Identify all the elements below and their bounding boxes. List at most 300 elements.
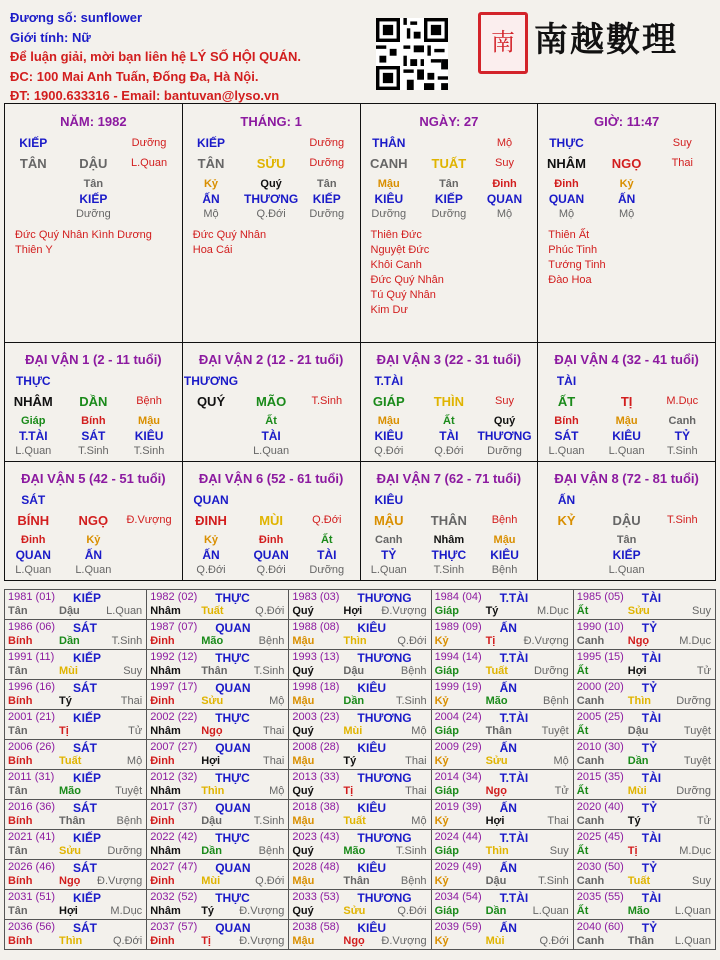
year-stage: Thai [262,725,285,737]
year-label: 2011 (31) [8,771,55,783]
dai-van-stem: BÍNH [17,513,50,528]
year-god: TỶ [641,681,658,695]
hidden-god: KIÊU [374,429,404,443]
year-stage: Tử [696,665,711,677]
hidden-stage: Dưỡng [371,208,407,220]
year-stage: T.Sinh [395,845,427,857]
year-cell [5,650,147,680]
year-cell [431,890,573,920]
year-branch: Thân [343,875,370,887]
year-god: ẤN [499,861,517,875]
year-cell [289,620,431,650]
dai-van-stem: ẤT [557,394,576,409]
shen-sha-list [193,228,266,258]
year-stage: Tuyệt [115,785,143,797]
year-stem: Mậu [292,875,315,887]
year-cell [573,710,715,740]
dai-van-god: ẤN [557,493,576,507]
hidden-god: SÁT [81,429,106,443]
hidden-stem: Ất [320,534,333,546]
year-stem: Nhâm [150,665,181,677]
year-god: KIẾP [73,711,102,725]
hidden-god: TÀI [261,429,281,443]
hidden-god: ẤN [202,548,220,562]
hidden-god: TỶ [381,548,397,562]
year-row [5,920,716,950]
pillar-stem: TÂN [19,156,47,171]
year-label: 2036 (56) [8,921,56,933]
year-cell [289,740,431,770]
year-god: ẤN [499,621,517,635]
year-cell [5,890,147,920]
year-cell [289,650,431,680]
year-label: 2022 (42) [150,831,198,843]
year-stem: Tân [8,725,28,737]
year-god: KIÊU [357,681,387,695]
year-stem: Bính [8,635,33,647]
dai-van-6 [182,462,360,581]
year-stem: Mậu [292,935,315,947]
year-stage: Q.Đới [397,635,427,647]
hidden-stem: Canh [375,534,403,546]
dai-van-stem: GIÁP [372,394,405,409]
year-god: ẤN [499,921,517,935]
year-stage: Tử [696,815,711,827]
year-stem: Nhâm [150,785,181,797]
year-cell [573,650,715,680]
shen-sha-item: Phúc Tinh [548,244,598,256]
year-stage: Mộ [411,725,427,737]
year-stage: T.Sinh [253,665,285,677]
year-god: QUAN [215,681,251,695]
year-cell [289,920,431,950]
year-branch: Dần [485,905,507,917]
year-stage: L.Quan [674,935,711,947]
year-branch: Thìn [343,635,367,647]
year-god: TỶ [641,741,658,755]
hidden-god: KIẾP [434,192,463,206]
year-cell [573,590,715,620]
year-cell [573,830,715,860]
year-stem: Canh [576,635,605,647]
year-god: KIẾP [73,891,102,905]
year-branch: Dần [343,695,365,707]
hidden-stem: Đinh [492,178,517,190]
year-god: SÁT [73,621,97,635]
hidden-stem: Mậu [377,178,400,190]
year-branch: Thân [627,935,655,947]
year-branch: Thìn [627,695,651,707]
year-cell [5,680,147,710]
year-branch: Thân [485,725,512,737]
year-branch: Tị [201,935,211,947]
year-stage: Q.Đới [255,875,285,887]
hidden-stage: Q.Đới [196,564,226,576]
year-god: T.TÀI [499,651,529,665]
year-branch: Thìn [59,935,83,947]
year-label: 2033 (53) [292,891,340,903]
year-stage: Q.Đới [539,935,569,947]
year-branch: Tị [627,845,638,857]
year-god: THƯƠNG [357,831,412,845]
hidden-stage: Q.Đới [434,445,464,457]
year-god: TỶ [641,861,658,875]
year-cell [289,680,431,710]
year-stage: Đ.Vượng [381,935,427,947]
year-branch: Sửu [343,905,366,917]
year-stem: Đinh [150,875,175,887]
dai-van-stage: Đ.Vượng [126,514,172,526]
year-cell [573,860,715,890]
year-stem: Giáp [434,845,460,857]
pillar-branch-stage: Suy [495,157,515,169]
year-cell [147,680,289,710]
shen-sha-item: Kim Dư [370,304,408,316]
hidden-stage: L.Quan [370,564,407,576]
year-label: 2005 (25) [576,711,624,723]
year-cell [289,710,431,740]
year-branch: Tuất [343,815,366,827]
year-god: TÀI [641,711,662,725]
year-stem: Đinh [150,635,175,647]
dai-van-branch: DẦN [79,394,108,409]
year-stage: Bệnh [543,695,569,707]
year-stage: Thai [405,755,427,767]
dai-van-branch: MÃO [255,394,287,409]
year-cell [5,620,147,650]
year-row [5,800,716,830]
dai-van-branch: DẬU [612,513,641,528]
dai-van-stem: QUÝ [196,394,226,409]
hidden-stage: L.Quan [15,564,52,576]
year-stage: L.Quan [674,905,711,917]
dai-van-title: ĐẠI VẬN 3 (22 - 31 tuổi) [376,352,522,367]
hidden-god: TÀI [317,548,337,562]
year-stem: Quý [292,905,314,917]
pillar-god: THỰC [549,136,584,150]
year-god: TÀI [641,771,662,785]
year-stage: Thai [120,695,143,707]
dai-van-stage: Suy [495,395,515,407]
year-stem: Bính [8,875,33,887]
year-stage: Đ.Vượng [97,875,143,887]
year-branch: Hợi [485,815,505,827]
year-cell [147,860,289,890]
year-label: 2008 (28) [292,741,340,753]
pillar-branch: DẬU [79,156,108,171]
year-label: 2023 (43) [292,831,340,843]
year-stage: T.Sinh [111,635,143,647]
shen-sha-item: Thiên Y [15,244,53,256]
year-branch: Mùi [201,875,221,887]
owner-name: Đương số: sunflower [10,10,143,25]
year-god: THƯƠNG [357,651,412,665]
year-branch: Hợi [201,755,221,767]
year-stage: Suy [692,605,711,617]
year-god: KIÊU [357,801,387,815]
year-cell [289,890,431,920]
year-row [5,590,716,620]
year-god: T.TÀI [499,891,529,905]
year-branch: Mùi [59,665,78,677]
dai-van-3 [360,343,538,462]
dai-van-7 [360,462,538,581]
year-stage: Đ.Vượng [239,935,285,947]
year-stage: T.Sinh [395,695,427,707]
year-label: 1982 (02) [150,591,198,603]
year-label: 1993 (13) [292,651,340,663]
year-row [5,710,716,740]
year-stem: Ất [576,785,589,797]
hidden-stem: Mậu [615,415,638,427]
dai-van-god: TÀI [556,374,577,388]
year-label: 2020 (40) [576,801,624,813]
year-branch: Hợi [59,905,78,917]
shen-sha-item: Đức Quý Nhân [370,274,444,286]
year-god: THỰC [215,651,250,665]
address-line: ĐC: 100 Mai Anh Tuấn, Đống Đa, Hà Nội. [10,68,259,84]
year-stage: Tử [554,785,569,797]
year-stage: Đ.Vượng [239,905,285,917]
year-branch: Ngọ [201,725,223,737]
pillar-branch: SỬU [256,156,286,171]
year-label: 2029 (49) [434,861,482,873]
hidden-stem: Mậu [377,415,400,427]
dai-van-title: ĐẠI VẬN 5 (42 - 51 tuổi) [21,471,166,486]
year-branch: Mão [343,845,366,857]
year-stage: Dưỡng [533,665,569,677]
hidden-stage: T.Sinh [78,445,109,457]
hidden-stage: Dưỡng [431,208,467,220]
pillar-title: GIỜ: 11:47 [593,114,660,129]
year-cell [431,920,573,950]
hidden-stage: Mộ [203,208,219,220]
year-branch: Dậu [627,725,649,737]
year-label: 2007 (27) [150,741,198,753]
year-branch: Tý [485,605,499,617]
year-label: 1984 (04) [434,591,482,603]
year-branch: Sửu [485,755,508,767]
year-label: 2000 (20) [576,681,624,693]
year-branch: Tuất [201,605,224,617]
year-cell [5,830,147,860]
year-god: THỰC [215,711,250,725]
dai-van-stem: ĐINH [195,513,227,528]
year-god: THỰC [215,591,250,605]
dai-van-stem: KỶ [557,513,576,528]
year-god: TÀI [641,831,662,845]
year-label: 2009 (29) [434,741,482,753]
year-cell [5,590,147,620]
hidden-god: KIẾP [312,192,341,206]
year-label: 2017 (37) [150,801,198,813]
year-stem: Ất [576,845,589,857]
year-god: TỶ [641,801,658,815]
year-label: 2010 (30) [576,741,624,753]
hidden-stage: L.Quan [253,445,290,457]
hidden-god: THỰC [431,548,467,562]
pillar-stage: Suy [672,137,692,149]
year-label: 2004 (24) [434,711,482,723]
hidden-stem: Tân [83,178,104,190]
year-stem: Canh [576,815,605,827]
year-god: TỶ [641,621,658,635]
year-label: 1998 (18) [292,681,340,693]
pillar-branch-stage: Dưỡng [309,157,345,169]
year-god: QUAN [215,741,251,755]
year-branch: Tý [201,905,215,917]
dai-van-4 [538,343,716,462]
year-stage: Bệnh [116,815,143,827]
year-cell [573,800,715,830]
hidden-stem: Mậu [138,415,161,427]
year-cell [431,740,573,770]
year-branch: Sửu [201,695,224,707]
pillar-1 [182,104,360,343]
dai-van-title: ĐẠI VẬN 1 (2 - 11 tuổi) [25,352,162,367]
hidden-god: KIÊU [374,192,404,206]
year-stem: Tân [8,785,28,797]
year-stage: Tuyệt [683,725,711,737]
hidden-god: KIẾP [79,192,108,206]
year-label: 2012 (32) [150,771,198,783]
year-row [5,890,716,920]
pillar-stage: Dưỡng [309,137,345,149]
year-label: 1989 (09) [434,621,482,633]
year-god: SÁT [73,921,97,935]
dai-van-2 [182,343,360,462]
year-label: 1985 (05) [576,591,624,603]
year-cell [573,920,715,950]
year-branch: Mão [627,905,650,917]
year-label: 2037 (57) [150,921,198,933]
hidden-god: THƯƠNG [477,429,532,443]
year-cell [573,770,715,800]
hidden-stage: L.Quan [608,445,645,457]
year-label: 1990 (10) [576,621,624,633]
year-stem: Tân [8,845,28,857]
year-stage: Mộ [269,695,285,707]
dai-van-god: KIÊU [374,493,404,507]
year-stem: Canh [576,755,605,767]
hidden-god: QUAN [486,192,523,206]
year-branch: Ngọ [59,875,81,887]
year-god: KIẾP [73,591,102,605]
year-branch: Tuất [59,755,82,767]
year-stage: Đ.Vượng [523,635,569,647]
year-stage: Tuyệt [541,725,569,737]
year-stem: Nhâm [150,905,181,917]
year-row [5,770,716,800]
header-info [10,8,301,106]
year-stage: Mộ [411,815,427,827]
year-stem: Quý [292,845,314,857]
year-label: 2038 (58) [292,921,340,933]
year-god: TÀI [641,591,662,605]
year-cell [431,620,573,650]
year-cell [147,890,289,920]
year-god: KIẾP [73,831,102,845]
year-branch: Ngọ [627,635,650,647]
year-stem: Kỷ [434,635,449,647]
year-label: 2031 (51) [8,891,56,903]
hidden-stage: L.Quan [548,445,585,457]
year-stem: Kỷ [434,755,449,767]
year-stem: Nhâm [150,845,181,857]
year-label: 2035 (55) [576,891,624,903]
year-label: 2030 (50) [576,861,624,873]
year-cell [5,740,147,770]
year-stage: Dưỡng [676,785,711,797]
pillar-0 [5,104,183,343]
year-god: ẤN [499,741,517,755]
year-branch: Hợi [627,665,647,677]
pillar-stage: Dưỡng [131,137,167,149]
year-god: TÀI [641,891,662,905]
shen-sha-item: Đào Hoa [548,274,592,286]
year-stage: Dưỡng [676,695,711,707]
hidden-stem: Bính [81,415,106,427]
year-label: 1996 (16) [8,681,56,693]
year-stem: Tân [8,665,28,677]
year-stem: Mậu [292,635,315,647]
dai-van-stem: NHÂM [13,394,53,409]
year-cell [147,770,289,800]
year-stage: T.Sinh [538,875,569,887]
year-row [5,620,716,650]
hidden-stem: Tân [439,178,459,190]
hidden-god: QUAN [548,192,585,206]
hidden-stage: T.Sinh [133,445,165,457]
hidden-stem: Kỷ [619,178,634,190]
hidden-stem: Canh [668,415,697,427]
hidden-god: SÁT [554,429,579,443]
hidden-god: ẤN [617,192,636,206]
hidden-stage: L.Quan [608,564,645,576]
year-stem: Quý [292,725,314,737]
shen-sha-item: Thiên Đức [370,229,422,241]
year-cell [289,800,431,830]
year-god: KIÊU [357,621,387,635]
dai-van-1 [5,343,183,462]
hidden-stem: Nhâm [433,534,465,546]
year-branch: Tị [343,785,354,797]
year-stem: Mậu [292,815,315,827]
year-cell [147,650,289,680]
year-god: SÁT [73,801,97,815]
year-cell [147,830,289,860]
year-god: KIẾP [73,651,102,665]
year-cell [289,830,431,860]
year-branch: Dậu [201,815,222,827]
year-stage: M.Dục [536,605,569,617]
year-stage: Q.Đới [112,935,143,947]
dai-van-title: ĐẠI VẬN 2 (12 - 21 tuổi) [198,352,344,367]
pillar-stage: Mộ [496,137,513,149]
dai-van-title: ĐẠI VẬN 7 (62 - 71 tuổi) [376,471,522,486]
year-label: 2018 (38) [292,801,340,813]
year-god: QUAN [215,921,251,935]
hidden-stem: Quý [260,178,282,190]
hidden-stage: T.Sinh [667,445,698,457]
shen-sha-item: Đức Quý Nhân [192,229,267,241]
year-stage: Thai [547,815,569,827]
hidden-stem: Đinh [554,178,579,190]
year-cell [147,800,289,830]
year-stage: Bệnh [258,845,285,857]
year-label: 2040 (60) [576,921,624,933]
year-god: T.TÀI [499,831,529,845]
